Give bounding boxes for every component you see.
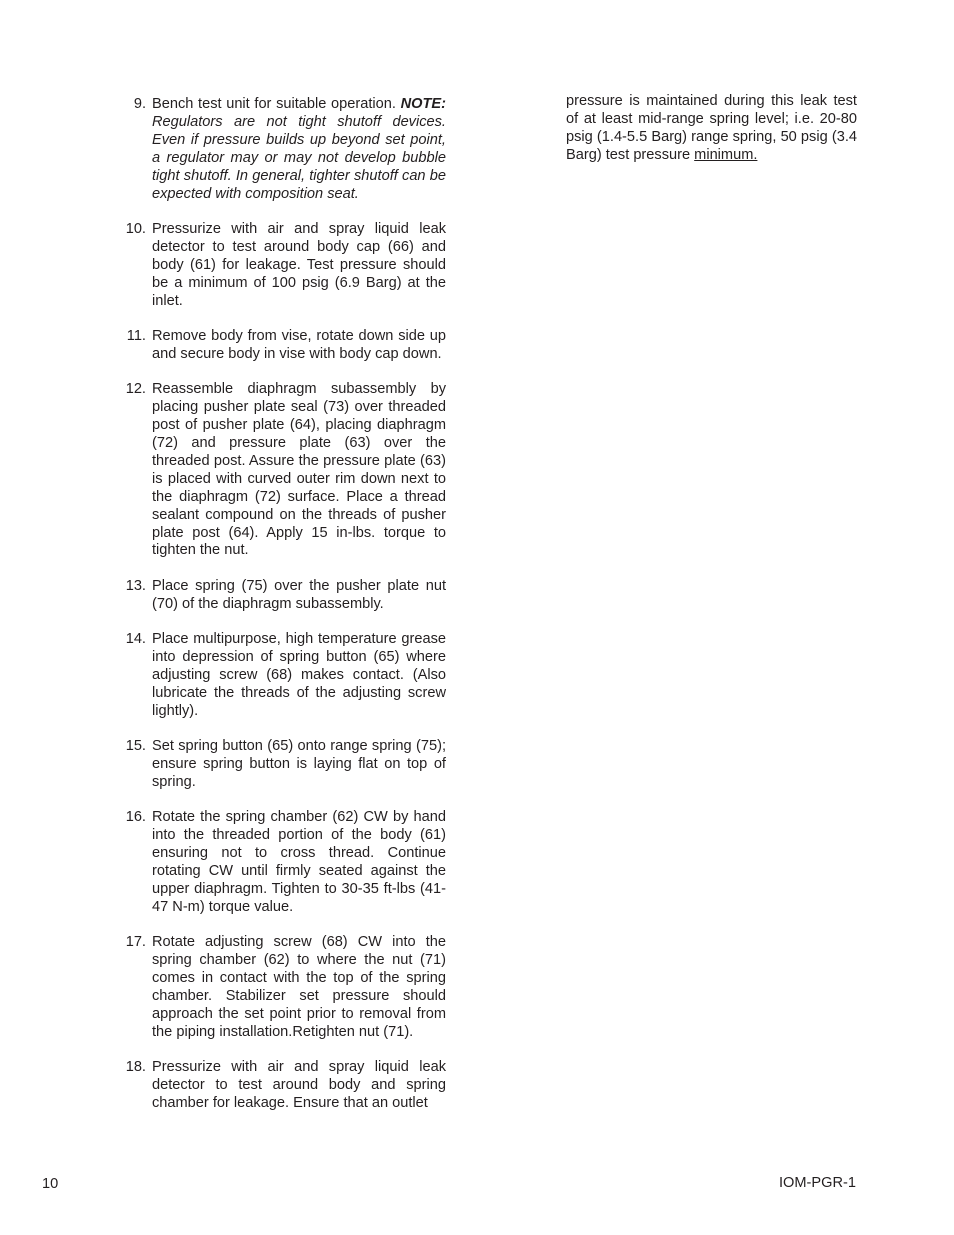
- step-14: [116, 631, 446, 721]
- right-column: [566, 92, 857, 164]
- continuation-text: pressure is maintained during this leak test of at least mid-range spring level; i.e. 20-80 psig (1.4-5.5 Barg) range spring, 50 psig (3.4 Barg) test pressure: [566, 93, 857, 163]
- step-text: Pressurize with air and spray liquid leak detector to test around body and spring chamber for leakage. Ensure that an outlet: [152, 1059, 446, 1112]
- step-number: 10.: [125, 220, 146, 237]
- step-18: [116, 1059, 446, 1113]
- step-text: Place multipurpose, high temperature grease into depression of spring button (65) where adjusting screw (68) makes contact. (Also lubricate the threads of the adjusting screw lightly).: [152, 631, 446, 719]
- step-number: 14.: [125, 631, 146, 648]
- step-text: Place spring (75) over the pusher plate nut (70) of the diaphragm subassembly.: [152, 577, 446, 612]
- step-16: [116, 809, 446, 916]
- step-number: 17.: [125, 934, 146, 951]
- step-10: [116, 221, 446, 311]
- step-text: Pressurize with air and spray liquid leak detector to test around body cap (66) and body (61) for leakage. Test pressure should be a minimum of 100 psig (6.9 Barg) at the inlet.: [152, 220, 446, 309]
- step-text: Remove body from vise, rotate down side up and secure body in vise with body cap down.: [152, 327, 446, 362]
- note-label: NOTE:: [400, 96, 446, 112]
- step-number: 11.: [126, 327, 146, 344]
- step-12: [116, 381, 446, 560]
- left-column: [116, 96, 446, 1131]
- step-number: 9.: [133, 96, 146, 112]
- step-text: Bench test unit for suitable operation.: [152, 96, 396, 112]
- note-text: Regulators are not tight shutoff devices. Even if pressure builds up beyond set point, a regulator may or may not develop bubble tight shutoff. In general, tighter shutoff can be expected with composition seat.: [152, 113, 446, 202]
- step-text: Rotate the spring chamber (62) CW by hand into the threaded portion of the body (61) ensuring not to cross thread. Continue rotating CW until firmly seated against the upper diaphragm. Tighten to 30-35 ft-lbs (41-47 N-m) torque value.: [152, 809, 446, 915]
- step-number: 18.: [125, 1059, 146, 1076]
- step-number: 13.: [125, 577, 146, 594]
- step-11: [116, 328, 446, 364]
- step-13: [116, 578, 446, 614]
- step-number: 15.: [125, 738, 146, 755]
- step-number: 16.: [125, 809, 146, 826]
- step-9: [116, 96, 446, 203]
- step-number: 12.: [125, 381, 146, 398]
- step-text: Set spring button (65) onto range spring (75); ensure spring button is laying flat on top of spring.: [152, 738, 446, 790]
- document-id: IOM-PGR-1: [778, 1175, 856, 1191]
- step-15: [116, 738, 446, 792]
- step-17: [116, 934, 446, 1041]
- step-text: Rotate adjusting screw (68) CW into the spring chamber (62) to where the nut (71) comes in contact with the top of the spring chamber. Stabilizer set pressure should approach the set point prior to removal from the piping installation.Retighten nut (71).: [152, 934, 446, 1040]
- page-number: 10: [42, 1176, 59, 1192]
- step-text: Reassemble diaphragm subassembly by placing pusher plate seal (73) over threaded post of pusher plate (64), placing diaphragm (72) and pressure plate (63) over the threaded post. Assure the pressure plate (63) is placed with curved outer rim down next to the diaphragm (72) surface. Place a thread sealant compound on the threads of pusher plate post (64). Apply 15 in-lbs. torque to tighten the nut.: [152, 381, 446, 559]
- continuation-underlined: minimum.: [694, 147, 758, 163]
